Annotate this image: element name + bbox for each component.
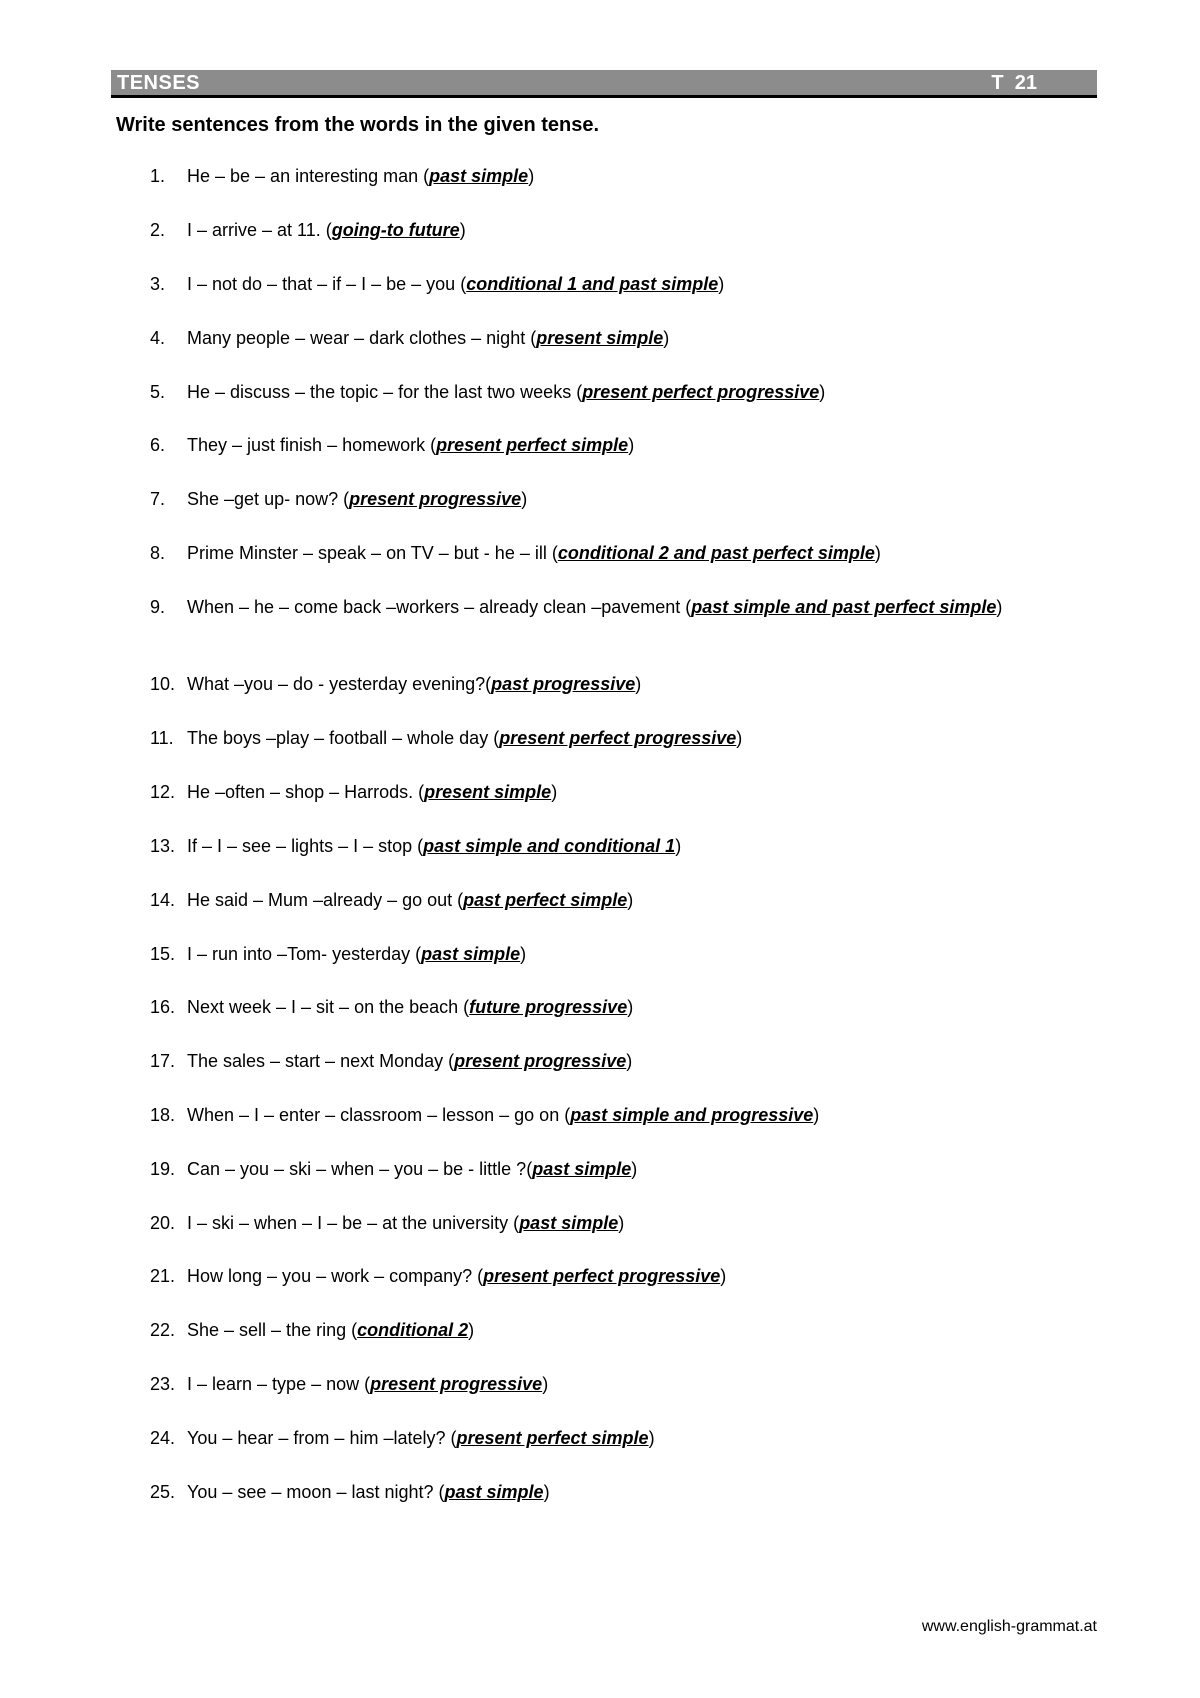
item-number: 19. <box>150 1159 176 1179</box>
item-prompt: They – just finish – homework ( <box>187 435 437 455</box>
item-text <box>187 541 1047 565</box>
item-prompt: What –you – do - yesterday evening?( <box>187 674 492 694</box>
item-close: ) <box>663 328 670 348</box>
tense-label: present perfect progressive <box>499 728 737 748</box>
item-number: 7. <box>150 489 166 509</box>
item-number: 6. <box>150 435 166 455</box>
tense-label: going-to future <box>331 220 460 240</box>
item-number: 12. <box>150 782 176 802</box>
item-text <box>187 218 1047 242</box>
item-prompt: She –get up- now? ( <box>187 489 350 509</box>
item-close: ) <box>520 944 527 964</box>
item-prompt: She – sell – the ring ( <box>187 1320 358 1340</box>
item-number: 5. <box>150 382 166 402</box>
item-number: 25. <box>150 1482 176 1502</box>
item-number: 15. <box>150 944 176 964</box>
item-number: 18. <box>150 1105 176 1125</box>
tense-label: past simple <box>519 1213 619 1233</box>
item-number: 13. <box>150 836 176 856</box>
item-number: 21. <box>150 1266 176 1286</box>
item-close: ) <box>627 997 634 1017</box>
tense-label: past simple <box>444 1482 544 1502</box>
tense-label: present simple <box>424 782 552 802</box>
item-text <box>187 1372 1047 1396</box>
item-prompt: He – be – an interesting man ( <box>187 166 430 186</box>
tense-label: past simple <box>421 944 521 964</box>
item-prompt: He said – Mum –already – go out ( <box>187 890 464 910</box>
item-prompt: How long – you – work – company? ( <box>187 1266 484 1286</box>
item-close: ) <box>521 489 528 509</box>
footer-url: www.english-grammat.at <box>921 1618 1097 1635</box>
item-prompt: The sales – start – next Monday ( <box>187 1051 455 1071</box>
item-text <box>187 942 1047 966</box>
item-text <box>187 380 1047 404</box>
item-close: ) <box>874 543 881 563</box>
tense-label: present progressive <box>349 489 522 509</box>
tense-label: past simple <box>532 1159 632 1179</box>
item-text <box>187 995 1047 1019</box>
item-prompt: Can – you – ski – when – you – be - little ?( <box>187 1159 533 1179</box>
item-number: 1. <box>150 166 166 186</box>
item-number: 4. <box>150 328 166 348</box>
tense-label: present progressive <box>454 1051 627 1071</box>
tense-label: past simple and conditional 1 <box>423 836 676 856</box>
item-number: 16. <box>150 997 176 1017</box>
item-text <box>187 487 1047 511</box>
item-close: ) <box>819 382 826 402</box>
tense-label: conditional 2 <box>357 1320 469 1340</box>
item-close: ) <box>618 1213 625 1233</box>
item-close: ) <box>542 1374 549 1394</box>
item-close: ) <box>551 782 558 802</box>
tense-label: present progressive <box>370 1374 543 1394</box>
tense-label: present perfect simple <box>436 435 629 455</box>
item-close: ) <box>813 1105 820 1125</box>
item-close: ) <box>996 597 1003 617</box>
item-close: ) <box>635 674 642 694</box>
item-number: 20. <box>150 1213 176 1233</box>
item-number: 8. <box>150 543 166 563</box>
item-close: ) <box>459 220 466 240</box>
tense-label: present perfect simple <box>456 1428 649 1448</box>
item-text <box>187 1157 1047 1181</box>
item-text <box>187 326 1047 350</box>
tense-label: past perfect simple <box>463 890 628 910</box>
item-close: ) <box>675 836 682 856</box>
item-prompt: Many people – wear – dark clothes – night ( <box>187 328 537 348</box>
item-prompt: When – I – enter – classroom – lesson – go on ( <box>187 1105 571 1125</box>
tense-label: past simple <box>429 166 529 186</box>
item-text <box>187 834 1047 858</box>
item-close: ) <box>631 1159 638 1179</box>
tense-label: past progressive <box>491 674 636 694</box>
item-close: ) <box>468 1320 475 1340</box>
item-prompt: I – learn – type – now ( <box>187 1374 371 1394</box>
item-text <box>187 1049 1047 1073</box>
item-close: ) <box>648 1428 655 1448</box>
item-text <box>187 272 1047 296</box>
tense-label: conditional 2 and past perfect simple <box>557 543 875 563</box>
item-number: 3. <box>150 274 166 294</box>
item-number: 23. <box>150 1374 176 1394</box>
header-bar <box>111 70 1097 98</box>
item-close: ) <box>627 890 634 910</box>
page-title: TENSES <box>117 72 201 94</box>
item-number: 11. <box>150 728 174 748</box>
item-number: 17. <box>150 1051 176 1071</box>
item-close: ) <box>543 1482 550 1502</box>
worksheet-code: T 21 <box>991 72 1037 94</box>
item-text <box>187 164 1047 188</box>
item-text <box>187 1318 1047 1342</box>
item-prompt: You – hear – from – him –lately? ( <box>187 1428 457 1448</box>
tense-label: past simple and progressive <box>570 1105 814 1125</box>
item-prompt: I – arrive – at 11. ( <box>187 220 332 240</box>
item-prompt: I – not do – that – if – I – be – you ( <box>187 274 467 294</box>
item-close: ) <box>628 435 635 455</box>
tense-label: present perfect progressive <box>582 382 820 402</box>
item-text <box>187 1103 1047 1127</box>
item-text <box>187 1264 1047 1288</box>
item-prompt: The boys –play – football – whole day ( <box>187 728 500 748</box>
item-prompt: If – I – see – lights – I – stop ( <box>187 836 424 856</box>
item-prompt: I – ski – when – I – be – at the university ( <box>187 1213 520 1233</box>
item-close: ) <box>718 274 725 294</box>
item-close: ) <box>626 1051 633 1071</box>
item-text <box>187 1426 1047 1450</box>
item-text <box>187 726 1047 750</box>
item-text <box>187 595 1047 619</box>
item-close: ) <box>720 1266 727 1286</box>
tense-label: present perfect progressive <box>483 1266 721 1286</box>
item-text <box>187 1211 1047 1235</box>
item-text <box>187 1480 1047 1504</box>
item-number: 10. <box>150 674 176 694</box>
tense-label: past simple and past perfect simple <box>691 597 997 617</box>
item-prompt: Next week – I – sit – on the beach ( <box>187 997 470 1017</box>
item-text <box>187 888 1047 912</box>
item-close: ) <box>736 728 743 748</box>
tense-label: future progressive <box>469 997 628 1017</box>
item-number: 22. <box>150 1320 176 1340</box>
item-prompt: He – discuss – the topic – for the last two weeks ( <box>187 382 583 402</box>
tense-label: conditional 1 and past simple <box>466 274 719 294</box>
item-number: 24. <box>150 1428 176 1448</box>
item-number: 14. <box>150 890 176 910</box>
item-number: 9. <box>150 597 166 617</box>
item-text <box>187 672 1047 696</box>
item-prompt: You – see – moon – last night? ( <box>187 1482 445 1502</box>
instruction-heading: Write sentences from the words in the given tense. <box>116 114 600 136</box>
item-prompt: I – run into –Tom- yesterday ( <box>187 944 422 964</box>
item-text <box>187 780 1047 804</box>
item-number: 2. <box>150 220 166 240</box>
item-prompt: He –often – shop – Harrods. ( <box>187 782 425 802</box>
item-prompt: When – he – come back –workers – already clean –pavement ( <box>187 597 692 617</box>
item-prompt: Prime Minster – speak – on TV – but - he – ill ( <box>187 543 558 563</box>
item-close: ) <box>528 166 535 186</box>
tense-label: present simple <box>536 328 664 348</box>
item-text <box>187 433 1047 457</box>
